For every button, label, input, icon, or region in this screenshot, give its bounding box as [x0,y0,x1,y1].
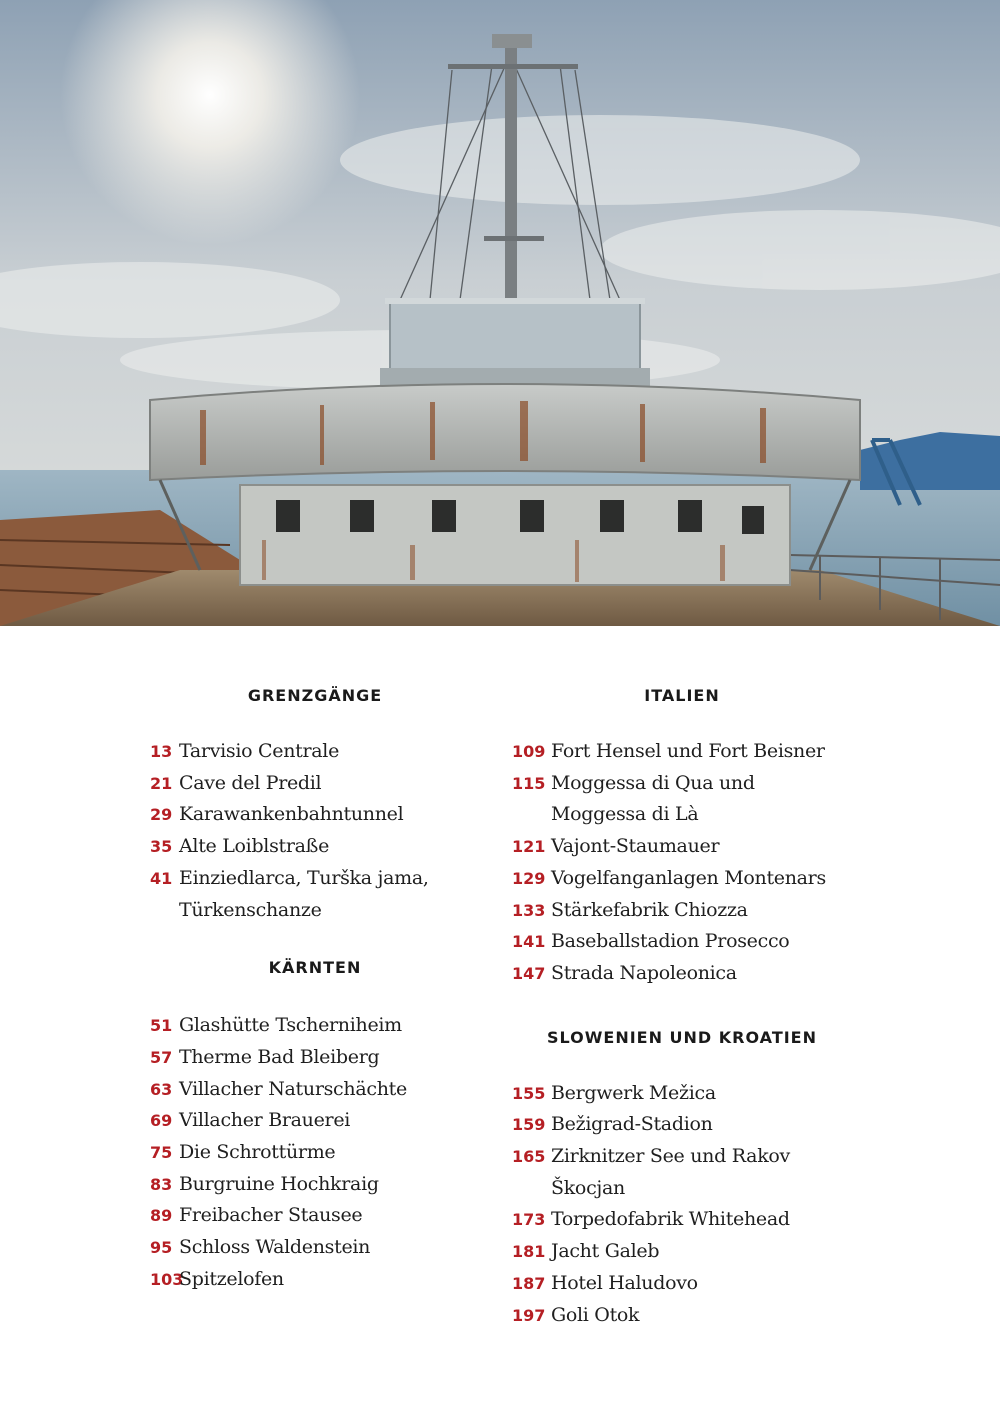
page-number: 141 [512,932,546,952]
page-number: 21 [150,773,173,793]
entry-title: Tarvisio Centrale [179,740,340,762]
toc-entry[interactable] [512,1078,852,1110]
toc-entry[interactable] [512,831,852,863]
toc-entry[interactable] [512,926,852,958]
entry-title: Goli Otok [551,1303,640,1326]
entry-title: Bergwerk Mežica [551,1081,716,1104]
entry-title: Glashütte Tscherniheim [179,1014,402,1037]
page-number: 13 [150,742,173,761]
ship-bridge-icon [0,0,1000,626]
page-number: 103 [150,1269,184,1289]
entry-title: Villacher Brauerei [179,1109,351,1132]
page-number: 173 [512,1210,546,1230]
toc-entry[interactable] [150,863,480,926]
toc-entry[interactable] [150,831,480,863]
entry-title: Villacher Naturschächte [179,1077,407,1100]
entry-title: Alte Loiblstraße [179,835,330,858]
page-number: 165 [512,1147,546,1167]
page-number: 133 [512,900,546,920]
entry-title: Spitzelofen [179,1267,284,1290]
page-number: 95 [150,1238,173,1258]
page-number: 181 [512,1242,546,1262]
toc-entry[interactable] [512,1141,852,1204]
toc-entry[interactable] [512,1268,852,1300]
toc-entry[interactable] [150,799,480,831]
entry-title: Fort Hensel und Fort Beisner [551,740,825,762]
entry-title: Die Schrottürme [179,1141,336,1164]
page-number: 109 [512,742,546,761]
toc-column-right [512,684,852,1331]
toc-column-left [150,684,480,1296]
toc-entry[interactable] [150,768,480,800]
entry-title: Vogelfanganlagen Montenars [551,866,826,889]
toc-entry[interactable] [150,1010,480,1042]
section-heading-kaernten: KÄRNTEN [268,958,362,978]
entry-title: Stärkefabrik Chiozza [551,898,748,921]
entry-title: Moggessa di Qua und Moggessa di Là [551,771,755,826]
toc-entry[interactable] [150,1137,480,1169]
toc-entry[interactable] [512,768,852,831]
section-heading-italien: ITALIEN [644,686,720,705]
page-number: 147 [512,963,546,983]
toc-entry[interactable] [150,1232,480,1264]
page-number: 187 [512,1273,546,1293]
toc-entry[interactable] [150,1042,480,1074]
page-number: 35 [150,837,173,857]
page-number: 69 [150,1111,173,1131]
toc-entry[interactable] [150,1074,480,1106]
toc-entry[interactable] [512,863,852,895]
page-number: 121 [512,837,546,857]
cover-photo [0,0,1000,626]
page-number: 83 [150,1174,173,1194]
entry-title: Freibacher Stausee [179,1204,363,1227]
toc-entry[interactable] [512,1204,852,1236]
toc-list-grenzgaenge [150,736,480,926]
toc-list-slowenien-kroatien [512,1078,852,1332]
toc-entry[interactable] [150,1264,480,1296]
entry-title: Jacht Galeb [551,1240,660,1263]
toc-entry[interactable] [512,1109,852,1141]
entry-title: Torpedofabrik Whitehead [551,1208,790,1231]
entry-title: Einziedlarca, Turška jama, Türkenschanze [179,866,429,921]
page-number: 57 [150,1047,173,1067]
page-number: 197 [512,1305,546,1325]
page-number: 75 [150,1143,173,1163]
section-heading-slowenien-kroatien: SLOWENIEN UND KROATIEN [546,1027,817,1047]
toc-entry[interactable] [512,1236,852,1268]
toc-entry[interactable] [512,958,852,990]
page-number: 159 [512,1115,546,1135]
toc-entry[interactable] [512,895,852,927]
entry-title: Baseballstadion Prosecco [551,930,790,953]
toc-entry[interactable] [150,1169,480,1201]
section-heading-grenzgaenge: GRENZGÄNGE [247,686,383,705]
entry-title: Zirknitzer See und Rakov Škocjan [551,1145,790,1199]
page-number: 129 [512,868,546,888]
entry-title: Hotel Haludovo [551,1271,698,1294]
entry-title: Strada Napoleonica [551,961,737,984]
toc-entry[interactable] [150,736,480,768]
page-number: 63 [150,1079,173,1099]
page-number: 155 [512,1083,546,1103]
entry-title: Burgruine Hochkraig [179,1172,379,1195]
page-number: 41 [150,868,173,888]
page-number: 115 [512,773,546,793]
page-number: 89 [150,1206,173,1226]
toc-entry[interactable] [512,736,852,768]
entry-title: Schloss Waldenstein [179,1236,371,1259]
entry-title: Karawankenbahntunnel [179,803,404,826]
toc-entry[interactable] [150,1105,480,1137]
toc-entry[interactable] [150,1200,480,1232]
toc-list-kaernten [150,1010,480,1295]
page-number: 29 [150,805,173,825]
entry-title: Bežigrad-Stadion [551,1113,713,1136]
entry-title: Vajont-Staumauer [551,835,720,858]
toc-entry[interactable] [512,1300,852,1332]
entry-title: Cave del Predil [179,771,322,794]
toc-list-italien [512,736,852,990]
entry-title: Therme Bad Bleiberg [179,1045,380,1068]
page-number: 51 [150,1016,173,1036]
